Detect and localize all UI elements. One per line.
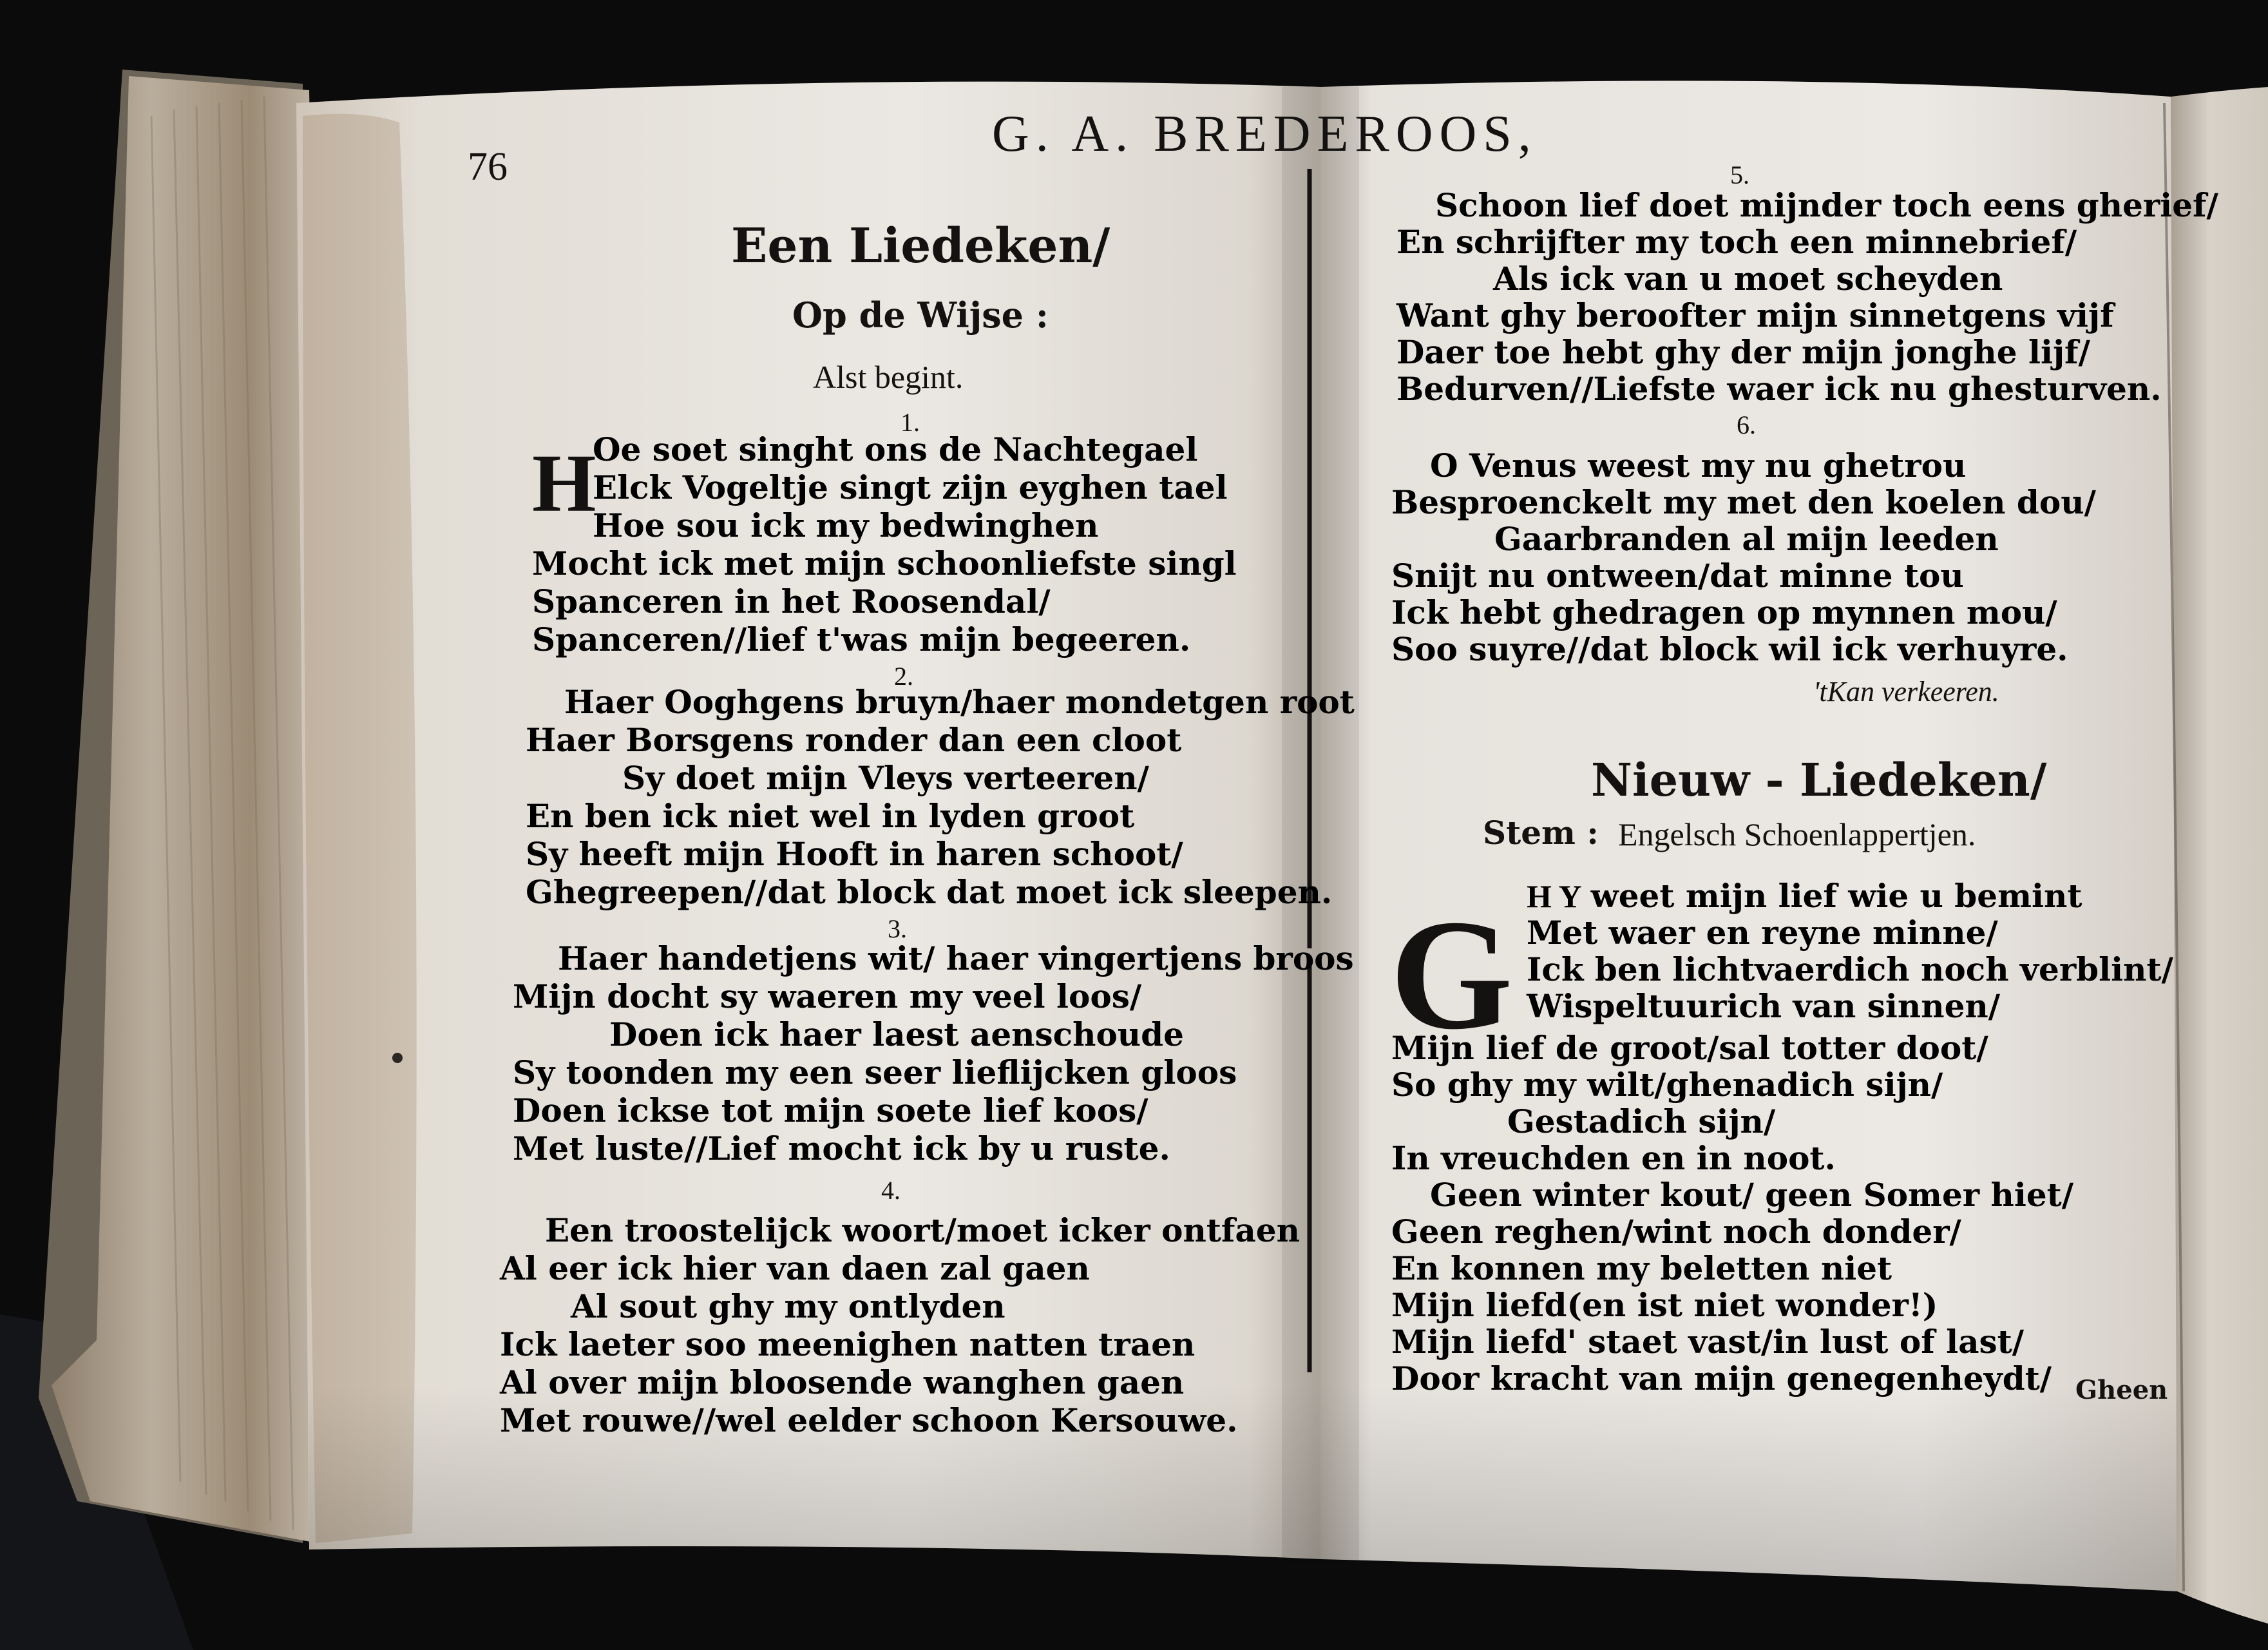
verse-line: Snijt nu ontween/dat minne tou [1391,557,1964,595]
page-number: 76 [468,145,508,189]
verse-line: Al sout ghy my ontlyden [571,1287,1005,1325]
motto: 'tKan verkeeren. [1813,676,1999,707]
tune-name: Alst begint. [813,359,964,395]
verse-line: Haer Borsgens ronder dan een cloot [526,721,1182,759]
verse-line: Met luste//Lief mocht ick by u ruste. [513,1129,1170,1167]
verse-line: So ghy my wilt/ghenadich sijn/ [1391,1066,1943,1104]
verse-number: 6. [1737,410,1756,439]
catchword: Gheen [2075,1375,2168,1405]
verse-line: Mijn liefd(en ist niet wonder!) [1391,1286,1938,1324]
verse-line: Gaarbranden al mijn leeden [1494,520,1999,558]
verse-line: Mijn lief de groot/sal totter doot/ [1391,1029,1988,1067]
verse-line: Soo suyre//dat block wil ick verhuyre. [1391,630,2068,668]
verse-line: Met rouwe//wel eelder schoon Kersouwe. [500,1401,1238,1439]
verse-lines [593,430,1228,544]
verse-line: Besproenckelt my met den koelen dou/ [1391,483,2096,521]
verse-line: Als ick van u moet scheyden [1493,260,2003,298]
verse-line: Doen ickse tot mijn soete lief koos/ [513,1091,1148,1129]
verse-line: Door kracht van mijn genegenheydt/ [1391,1359,2052,1397]
verse-line: In vreuchden en in noot. [1391,1139,1836,1177]
verse-lines [526,683,1355,911]
verse-line: Ick laeter soo meenighen natten traen [500,1325,1196,1363]
verse-line: Mocht ick met mijn schoonliefste singl [532,544,1237,582]
verse-line: Elck Vogeltje singt zijn eyghen tael [593,468,1228,506]
verse-line: Sy doet mijn Vleys verteeren/ [622,759,1149,797]
verse-lines [1396,187,2218,407]
tune-label: Stem : [1483,814,1599,852]
drop-cap-letter: H [532,437,596,529]
verse-line: Sy toonden my een seer lieflijcken gloos [513,1053,1237,1091]
verse-lines [1391,1030,2073,1397]
verse-line: Al over mijn bloosende wanghen gaen [500,1363,1185,1401]
verse-line: En konnen my beletten niet [1391,1249,1892,1287]
running-title: G. A. BREDEROOS, [992,106,1538,162]
verse-line: Ghegreepen//dat block dat moet ick sleepen. [526,873,1333,911]
drop-cap-letter: G [1390,887,1513,1062]
verse-lines [1391,447,2096,667]
verse-number: 4. [881,1176,901,1205]
verse-line: Daer toe hebt ghy der mijn jonghe lijf/ [1396,333,2090,371]
verse-line: Sy heeft mijn Hooft in haren schoot/ [526,835,1183,873]
verse-number: 2. [894,662,913,691]
verse-line: En schrijfter my toch een minnebrief/ [1396,223,2077,261]
verse-line: Wispeltuurich van sinnen/ [1527,987,2001,1025]
verse-line: Ick ben lichtvaerdich noch verblint/ [1527,950,2173,988]
verse-number: 1. [901,408,920,437]
verse-line: Geen winter kout/ geen Somer hiet/ [1430,1176,2074,1214]
verse-line-first [1527,878,2173,914]
verse-line: Spanceren//lief t'was mijn begeeren. [532,620,1191,658]
verse-line: Doen ick haer laest aenschoude [609,1015,1184,1053]
verse-number: 5. [1730,160,1749,189]
verse-line: weet mijn lief wie u bemint [1590,877,2082,915]
verse-line: En ben ick niet wel in lyden groot [526,797,1135,835]
verse-line: Gestadich sijn/ [1507,1102,1776,1140]
verse-lines [500,1211,1300,1439]
tune-name: Engelsch Schoenlappertjen. [1618,816,1976,852]
verse-line: Hoe sou ick my bedwinghen [593,506,1099,544]
tune-label: Op de Wijse : [792,294,1049,336]
verse-line: Haer handetjens wit/ haer vingertjens broos [558,939,1354,977]
verse-line: Geen reghen/wint noch donder/ [1391,1213,1961,1251]
song-title: Een Liedeken/ [731,218,1110,274]
verse-line: Met waer en reyne minne/ [1527,914,1998,952]
verse-line: Al eer ick hier van daen zal gaen [500,1249,1090,1287]
verse-number: 3. [888,914,907,943]
verse-lines [1527,878,2173,1024]
verse-line: Spanceren in het Roosendal/ [532,582,1051,620]
verse-line: Ick hebt ghedragen op mynnen mou/ [1391,593,2057,631]
verse-line: Een troostelijck woort/moet icker ontfaen [545,1211,1300,1249]
verse-line: Bedurven//Liefste waer ick nu ghesturven. [1396,370,2162,408]
verse-lines [532,544,1237,658]
verse-line: Mijn docht sy waeren my veel loos/ [513,977,1142,1015]
verse-line: O Venus weest my nu ghetrou [1430,446,1967,484]
verse-line: Haer Ooghgens bruyn/haer mondetgen root [564,683,1355,721]
verse-line: Want ghy beroofter mijn sinnetgens vijf [1396,296,2114,334]
verse-line: Mijn liefd' staet vast/in lust of last/ [1391,1323,2025,1361]
verse-line: Oe soet singht ons de Nachtegael [593,430,1198,468]
first-line-caps: H Y [1527,878,1582,914]
song-title: Nieuw - Liedeken/ [1591,753,2047,807]
verse-lines [513,939,1354,1167]
verse-line: Schoon lief doet mijnder toch eens gherief/ [1435,186,2218,224]
